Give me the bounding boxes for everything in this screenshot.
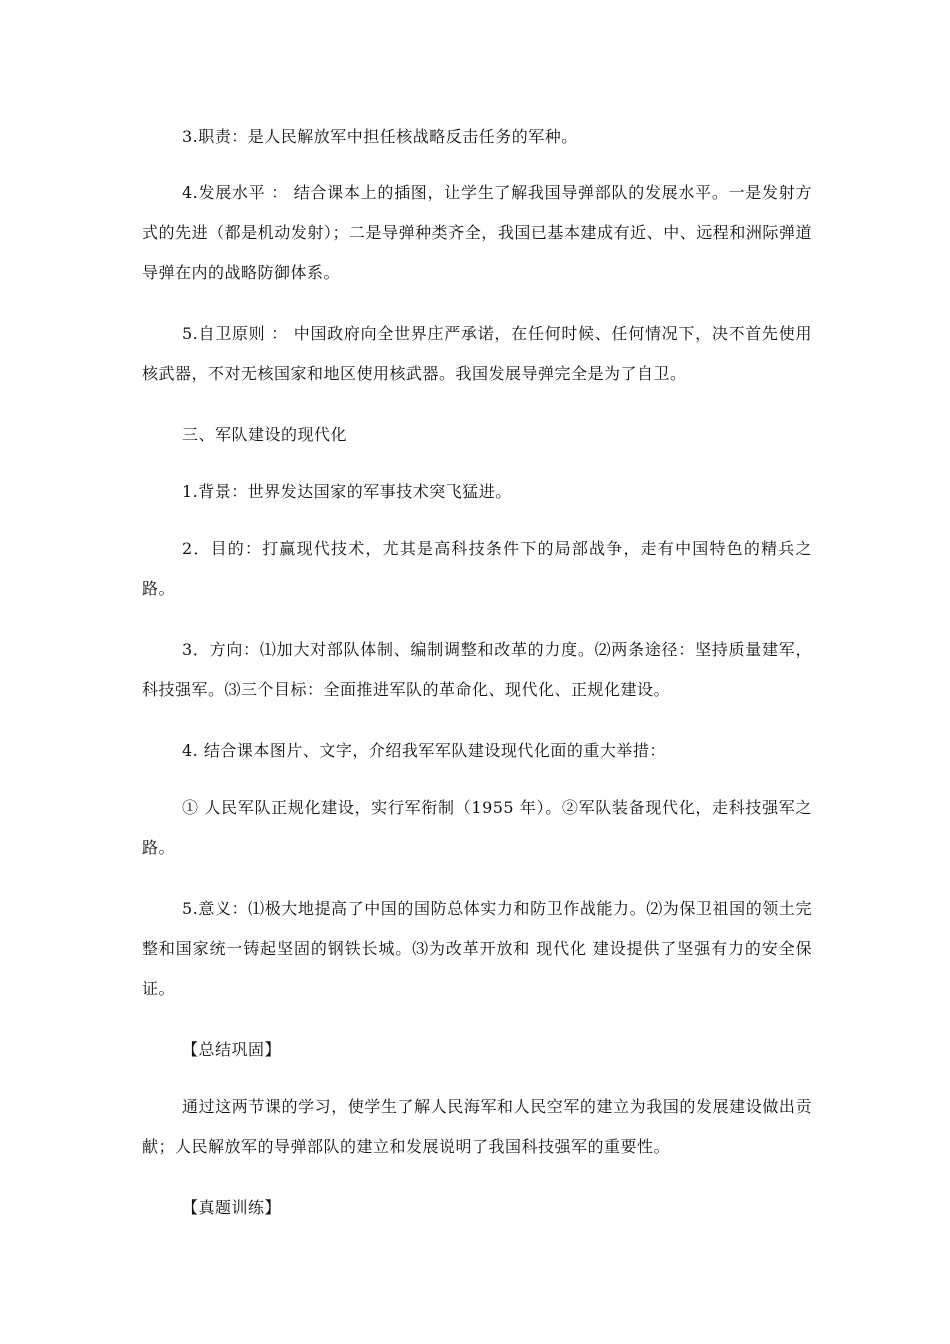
paragraph-significance: 5.意义：⑴极大地提高了中国的国防总体实力和防卫作战能力。⑵为保卫祖国的领土完整和国家统一铸起坚固的钢铁长城。⑶为改革开放和 现代化 建设提供了坚强有力的安全保证。 — [142, 899, 812, 998]
paragraph-development-level: 4.发展水平 ： 结合课本上的插图，让学生了解我国导弹部队的发展水平。一是发射方式的先进（都是机动发射）；二是导弹种类齐全，我国已基本建成有近、中、远程和洲际弹道导弹在内的战略防御体系。 — [142, 183, 812, 282]
paragraph-purpose: 2．目的：打赢现代技术，尤其是高科技条件下的局部战争，走有中国特色的精兵之路。 — [142, 539, 812, 598]
paragraph-background: 1.背景：世界发达国家的军事技术突飞猛进。 — [182, 482, 512, 501]
section-heading-modernization: 三、军队建设的现代化 — [182, 425, 348, 444]
paragraph-measures: ① 人民军队正规化建设，实行军衔制（1955 年）。②军队装备现代化，走科技强军之路。 — [142, 798, 812, 857]
section-heading-summary: 【总结巩固】 — [182, 1040, 282, 1059]
section-heading-exercises: 【真题训练】 — [182, 1198, 282, 1217]
paragraph-duty: 3.职责：是人民解放军中担任核战略反击任务的军种。 — [182, 127, 578, 146]
paragraph-direction: 3．方向：⑴加大对部队体制、编制调整和改革的力度。⑵两条途径：坚持质量建军，科技强军。⑶三个目标：全面推进军队的革命化、现代化、正规化建设。 — [142, 640, 812, 699]
paragraph-measures-intro: 4. 结合课本图片、文字，介绍我军军队建设现代化面的重大举措： — [182, 741, 666, 760]
paragraph-summary: 通过这两节课的学习，使学生了解人民海军和人民空军的建立为我国的发展建设做出贡献；人民解放军的导弹部队的建立和发展说明了我国科技强军的重要性。 — [142, 1097, 812, 1156]
paragraph-self-defense: 5.自卫原则 ： 中国政府向全世界庄严承诺，在任何时候、任何情况下，决不首先使用核武器，不对无核国家和地区使用核武器。我国发展导弹完全是为了自卫。 — [142, 324, 812, 383]
